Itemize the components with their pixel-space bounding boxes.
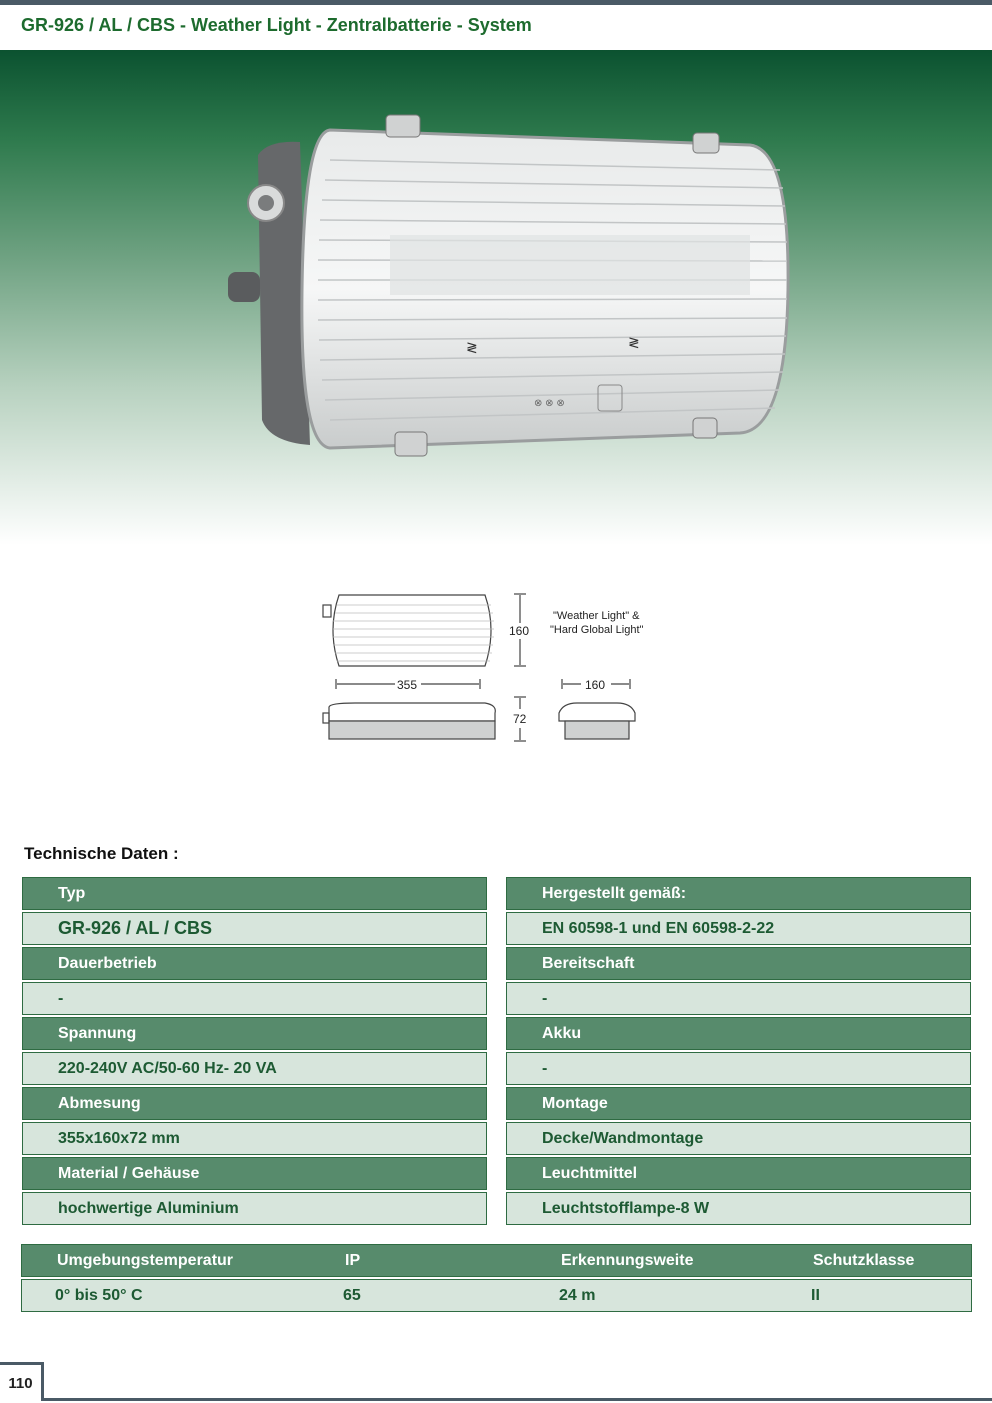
spec-value: -	[506, 982, 971, 1015]
dim-depth-label: 72	[513, 712, 527, 726]
summary-value: 65	[343, 1286, 361, 1304]
drawing-caption-line1: "Weather Light" &	[553, 610, 640, 622]
dim-height-label: 160	[509, 624, 530, 638]
summary-header: IP	[345, 1251, 361, 1269]
dim-length-label: 355	[397, 678, 418, 692]
spec-value: Decke/Wandmontage	[506, 1122, 971, 1155]
summary-header: Erkennungsweite	[561, 1251, 694, 1269]
summary-header-row	[21, 1244, 972, 1277]
footer-rule	[44, 1398, 992, 1401]
top-rule	[0, 0, 992, 5]
product-hero	[0, 50, 992, 545]
spec-label: Abmesung	[22, 1087, 487, 1120]
svg-text:≷: ≷	[466, 339, 478, 355]
spec-value: hochwertige Aluminium	[22, 1192, 487, 1225]
spec-value: GR-926 / AL / CBS	[22, 912, 487, 945]
page-number: 110	[0, 1362, 44, 1401]
spec-value: Leuchtstofflampe-8 W	[506, 1192, 971, 1225]
spec-label: Typ	[22, 877, 487, 910]
summary-header: Schutzklasse	[813, 1251, 915, 1269]
dimension-drawing	[315, 585, 675, 760]
spec-label: Montage	[506, 1087, 971, 1120]
summary-value: 24 m	[559, 1286, 596, 1304]
spec-label: Bereitschaft	[506, 947, 971, 980]
dim-width-label: 160	[585, 678, 606, 692]
spec-label: Leuchtmittel	[506, 1157, 971, 1190]
spec-value: -	[22, 982, 487, 1015]
lamp-photo	[0, 50, 992, 545]
summary-value-row	[21, 1279, 972, 1312]
summary-value: II	[811, 1286, 820, 1304]
summary-value: 0° bis 50° C	[55, 1286, 143, 1304]
spec-label: Material / Gehäuse	[22, 1157, 487, 1190]
page-title: GR-926 / AL / CBS - Weather Light - Zentralbatterie - System	[21, 15, 532, 35]
summary-header: Umgebungstemperatur	[57, 1251, 234, 1269]
section-title: Technische Daten :	[24, 844, 179, 863]
spec-value: 220-240V AC/50-60 Hz- 20 VA	[22, 1052, 487, 1085]
spec-label: Spannung	[22, 1017, 487, 1050]
summary-table	[21, 1244, 972, 1314]
spec-value: -	[506, 1052, 971, 1085]
spec-label: Dauerbetrieb	[22, 947, 487, 980]
spec-label: Akku	[506, 1017, 971, 1050]
spec-value: EN 60598-1 und EN 60598-2-22	[506, 912, 971, 945]
svg-text:⊗ ⊗ ⊗: ⊗ ⊗ ⊗	[534, 398, 565, 409]
spec-column-left	[22, 877, 487, 1227]
spec-column-right	[506, 877, 971, 1227]
spec-label: Hergestellt gemäß:	[506, 877, 971, 910]
svg-text:≷: ≷	[628, 334, 640, 350]
drawing-caption-line2: "Hard Global Light"	[550, 624, 644, 636]
spec-value: 355x160x72 mm	[22, 1122, 487, 1155]
